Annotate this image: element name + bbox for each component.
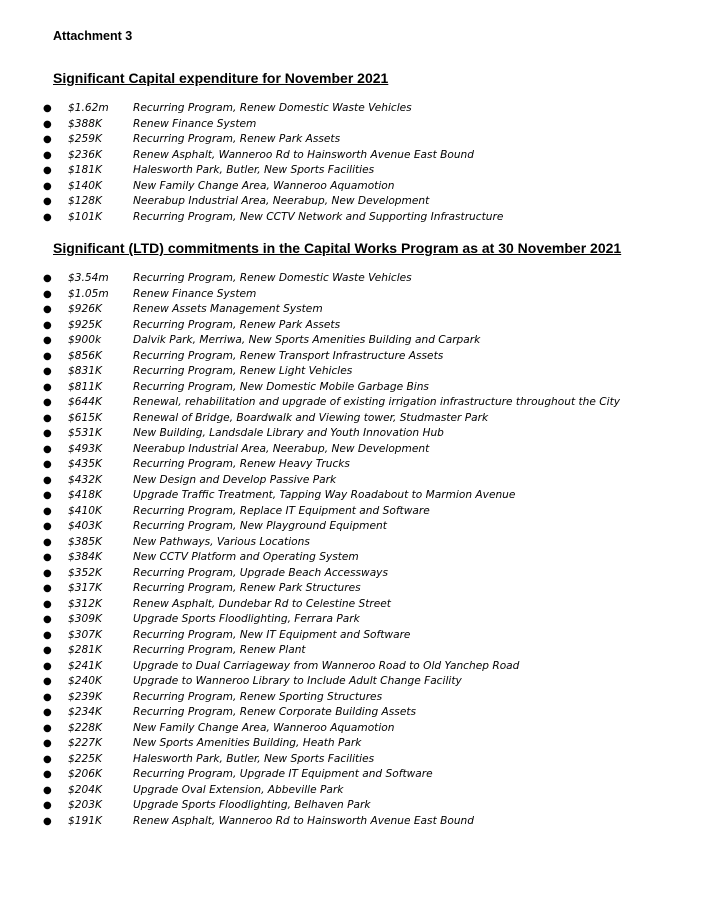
item-description: Renew Finance System (133, 117, 257, 130)
bullet-icon: ● (43, 769, 52, 780)
bullet-icon: ● (43, 165, 52, 176)
item-description: Recurring Program, Renew Light Vehicles (133, 365, 353, 377)
item-description: Recurring Program, New IT Equipment and Software (133, 628, 411, 641)
item-amount: $204K (68, 783, 102, 796)
item-description: Upgrade to Wanneroo Library to Include Adult Change Facility (133, 675, 462, 687)
item-description: Recurring Program, Renew Domestic Waste Vehicles (133, 272, 412, 284)
bullet-icon: ● (43, 800, 52, 811)
item-amount: $317K (68, 582, 102, 594)
item-description: Recurring Program, Renew Corporate Building Assets (133, 706, 417, 718)
item-amount: $926K (68, 303, 102, 315)
bullet-icon: ● (43, 103, 52, 114)
item-description: New Family Change Area, Wanneroo Aquamotion (133, 721, 395, 734)
item-amount: $1.62m (68, 102, 109, 114)
item-amount: $259K (68, 133, 102, 145)
bullet-icon: ● (43, 149, 52, 161)
bullet-icon: ● (43, 521, 52, 532)
bullet-icon: ● (43, 180, 52, 192)
item-description: Recurring Program, New Domestic Mobile Garbage Bins (133, 380, 429, 393)
bullet-icon: ● (43, 490, 52, 501)
item-description: New Pathways, Various Locations (133, 535, 310, 548)
bullet-icon: ● (43, 273, 52, 284)
item-amount: $493K (68, 442, 102, 455)
item-amount: $435K (68, 458, 102, 470)
item-amount: $206K (68, 768, 102, 780)
item-description: Upgrade Sports Floodlighting, Belhaven Park (133, 799, 371, 811)
bullet-icon: ● (43, 366, 52, 377)
item-description: Recurring Program, Upgrade Beach Accessways (133, 566, 388, 579)
item-amount: $236K (68, 148, 102, 161)
item-amount: $227K (68, 737, 102, 749)
bullet-icon: ● (43, 412, 52, 424)
item-description: Neerabup Industrial Area, Neerabup, New Development (133, 195, 430, 207)
item-description: Upgrade to Dual Carriageway from Wanneroo Road to Old Yanchep Road (133, 659, 520, 672)
bullet-icon: ● (43, 583, 52, 594)
bullet-icon: ● (43, 211, 52, 223)
bullet-icon: ● (43, 567, 52, 579)
item-amount: $352K (68, 566, 102, 579)
bullet-icon: ● (43, 319, 52, 331)
bullet-icon: ● (43, 815, 52, 827)
item-description: New CCTV Platform and Operating System (133, 551, 359, 563)
bullet-icon: ● (43, 598, 52, 610)
item-description: Upgrade Sports Floodlighting, Ferrara Park (133, 613, 360, 625)
bullet-icon: ● (43, 428, 52, 439)
item-description: Recurring Program, Upgrade IT Equipment and Software (133, 768, 433, 780)
bullet-icon: ● (43, 552, 52, 563)
item-description: Halesworth Park, Butler, New Sports Facilities (133, 164, 375, 176)
item-amount: $1.05m (68, 287, 109, 300)
item-amount: $240K (68, 675, 102, 687)
bullet-icon: ● (43, 397, 52, 408)
item-description: Recurring Program, Renew Heavy Trucks (133, 458, 350, 470)
item-description: Renew Asphalt, Wanneroo Rd to Hainsworth Avenue East Bound (133, 148, 474, 161)
item-amount: $811K (68, 380, 102, 393)
bullet-icon: ● (43, 118, 52, 130)
item-description: New Sports Amenities Building, Heath Park (133, 737, 362, 749)
item-description: Recurring Program, Renew Transport Infrastructure Assets (133, 349, 444, 362)
bullet-icon: ● (43, 660, 52, 672)
bullet-icon: ● (43, 304, 52, 315)
item-description: Recurring Program, Renew Domestic Waste Vehicles (133, 102, 412, 114)
item-description: Recurring Program, Renew Park Assets (133, 133, 341, 145)
section-heading-capital-expenditure: Significant Capital expenditure for November 2021 (53, 70, 389, 86)
item-amount: $312K (68, 597, 102, 610)
item-amount: $418K (68, 489, 102, 501)
attachment-label: Attachment 3 (53, 29, 133, 43)
item-amount: $239K (68, 690, 102, 703)
item-amount: $432K (68, 473, 102, 486)
bullet-icon: ● (43, 196, 52, 207)
item-amount: $191K (68, 814, 102, 827)
item-description: Halesworth Park, Butler, New Sports Facilities (133, 752, 375, 765)
item-amount: $307K (68, 628, 102, 641)
item-amount: $181K (68, 164, 102, 176)
item-description: Dalvik Park, Merriwa, New Sports Amenities Building and Carpark (133, 334, 481, 346)
item-amount: $384K (68, 551, 102, 563)
item-amount: $234K (68, 706, 102, 718)
item-amount: $309K (68, 613, 102, 625)
item-description: Renewal of Bridge, Boardwalk and Viewing tower, Studmaster Park (133, 411, 489, 424)
item-description: Renewal, rehabilitation and upgrade of existing irrigation infrastructure throughout the City (133, 396, 621, 408)
item-amount: $388K (68, 117, 102, 130)
bullet-icon: ● (43, 691, 52, 703)
item-description: Recurring Program, Renew Park Structures (133, 582, 361, 594)
item-amount: $925K (68, 318, 102, 331)
bullet-icon: ● (43, 505, 52, 517)
bullet-icon: ● (43, 753, 52, 765)
item-amount: $615K (68, 411, 102, 424)
item-description: Recurring Program, Renew Plant (133, 644, 306, 656)
bullet-icon: ● (43, 645, 52, 656)
bullet-icon: ● (43, 738, 52, 749)
item-amount: $410K (68, 504, 102, 517)
bullet-icon: ● (43, 381, 52, 393)
item-amount: $644K (68, 396, 102, 408)
item-description: Renew Finance System (133, 287, 257, 300)
item-description: New Family Change Area, Wanneroo Aquamotion (133, 179, 395, 192)
item-amount: $225K (68, 752, 102, 765)
item-description: Recurring Program, Replace IT Equipment and Software (133, 504, 430, 517)
bullet-icon: ● (43, 443, 52, 455)
item-description: Neerabup Industrial Area, Neerabup, New Development (133, 442, 430, 455)
item-description: Upgrade Traffic Treatment, Tapping Way Roadabout to Marmion Avenue (133, 489, 516, 501)
item-amount: $3.54m (68, 272, 109, 284)
item-amount: $281K (68, 644, 102, 656)
item-amount: $241K (68, 659, 102, 672)
bullet-icon: ● (43, 629, 52, 641)
item-description: Renew Asphalt, Dundebar Rd to Celestine Street (133, 597, 391, 610)
item-amount: $385K (68, 535, 102, 548)
item-description: New Design and Develop Passive Park (133, 473, 337, 486)
item-amount: $101K (68, 210, 102, 223)
item-amount: $531K (68, 427, 102, 439)
item-description: Recurring Program, Renew Park Assets (133, 318, 341, 331)
bullet-icon: ● (43, 459, 52, 470)
bullet-icon: ● (43, 707, 52, 718)
item-amount: $856K (68, 349, 102, 362)
bullet-icon: ● (43, 536, 52, 548)
item-amount: $900k (68, 334, 102, 346)
item-description: Renew Assets Management System (133, 303, 323, 315)
bullet-icon: ● (43, 614, 52, 625)
item-description: Renew Asphalt, Wanneroo Rd to Hainsworth Avenue East Bound (133, 814, 474, 827)
item-description: New Building, Landsdale Library and Youth Innovation Hub (133, 427, 444, 439)
item-description: Recurring Program, Renew Sporting Structures (133, 690, 383, 703)
item-description: Recurring Program, New CCTV Network and Supporting Infrastructure (133, 210, 504, 223)
item-amount: $128K (68, 195, 102, 207)
bullet-icon: ● (43, 784, 52, 796)
bullet-icon: ● (43, 474, 52, 486)
bullet-icon: ● (43, 335, 52, 346)
item-amount: $228K (68, 721, 102, 734)
item-description: Upgrade Oval Extension, Abbeville Park (133, 783, 344, 796)
bullet-icon: ● (43, 288, 52, 300)
item-description: Recurring Program, New Playground Equipment (133, 520, 387, 532)
item-amount: $140K (68, 179, 102, 192)
bullet-icon: ● (43, 676, 52, 687)
bullet-icon: ● (43, 350, 52, 362)
section-heading-ltd-commitments: Significant (LTD) commitments in the Capital Works Program as at 30 November 2021 (53, 240, 622, 256)
bullet-icon: ● (43, 722, 52, 734)
bullet-icon: ● (43, 134, 52, 145)
item-amount: $403K (68, 520, 102, 532)
item-amount: $831K (68, 365, 102, 377)
item-amount: $203K (68, 799, 102, 811)
